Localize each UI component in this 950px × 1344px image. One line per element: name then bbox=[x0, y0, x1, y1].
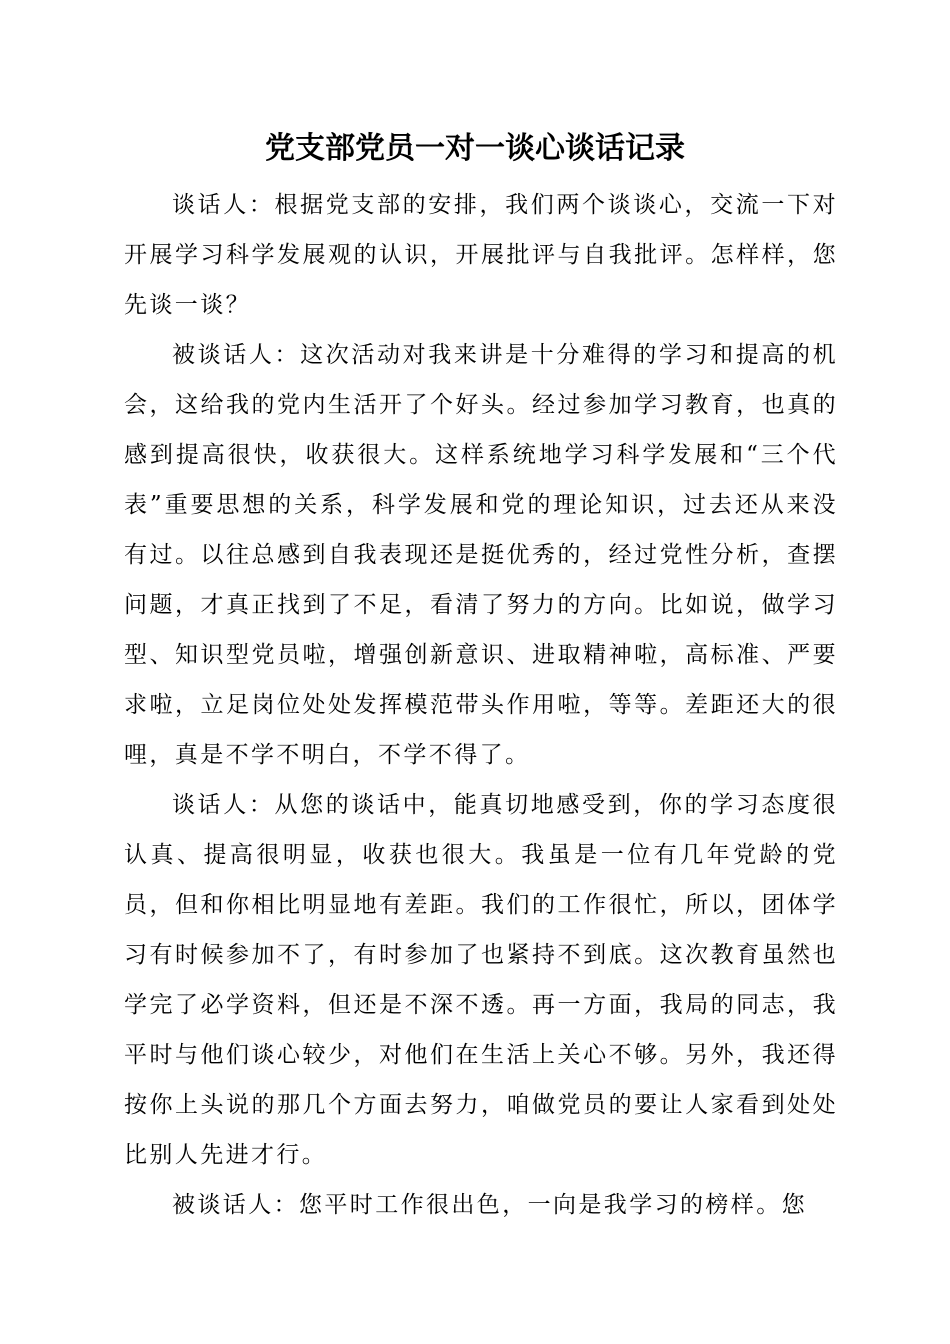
paragraph-talker-reflection: 谈话人：从您的谈话中，能真切地感受到，你的学习态度很认真、提高很明显，收获也很大。我虽是一位有几年党龄的党员，但和你相比明显地有差距。我们的工作很忙，所以，团体学习有时候参加不了，有时参加了也紧持不到底。这次教育虽然也学完了必学资料，但还是不深不透。再一方面，我局的同志，我平时与他们谈心较少，对他们在生活上关心不够。另外，我还得按你上头说的那几个方面去努力，咱做党员的要让人家看到处处比别人先进才行。 bbox=[124, 792, 838, 1168]
paragraph-interviewee-response: 被谈话人：这次活动对我来讲是十分难得的学习和提高的机会，这给我的党内生活开了个好头。经过参加学习教育，也真的感到提高很快，收获很大。这样系统地学习科学发展和“三个代表”重要思想的关系，科学发展和党的理论知识，过去还从来没有过。以往总感到自我表现还是挺优秀的，经过党性分析，查摆问题，才真正找到了不足，看清了努力的方向。比如说，做学习型、知识型党员啦，增强创新意识、进取精神啦，高标准、严要求啦，立足岗位处处发挥模范带头作用啦，等等。差距还大的很哩，真是不学不明白，不学不得了。 bbox=[124, 342, 838, 768]
document-title: 党支部党员一对一谈心谈话记录 bbox=[265, 131, 685, 166]
paragraph-interviewee-continuation: 被谈话人：您平时工作很出色，一向是我学习的榜样。您 bbox=[172, 1192, 807, 1218]
paragraph-talker-opening: 谈话人：根据党支部的安排，我们两个谈谈心，交流一下对开展学习科学发展观的认识，开展批评与自我批评。怎样样，您先谈一谈？ bbox=[124, 192, 838, 318]
document-body bbox=[124, 180, 838, 1230]
